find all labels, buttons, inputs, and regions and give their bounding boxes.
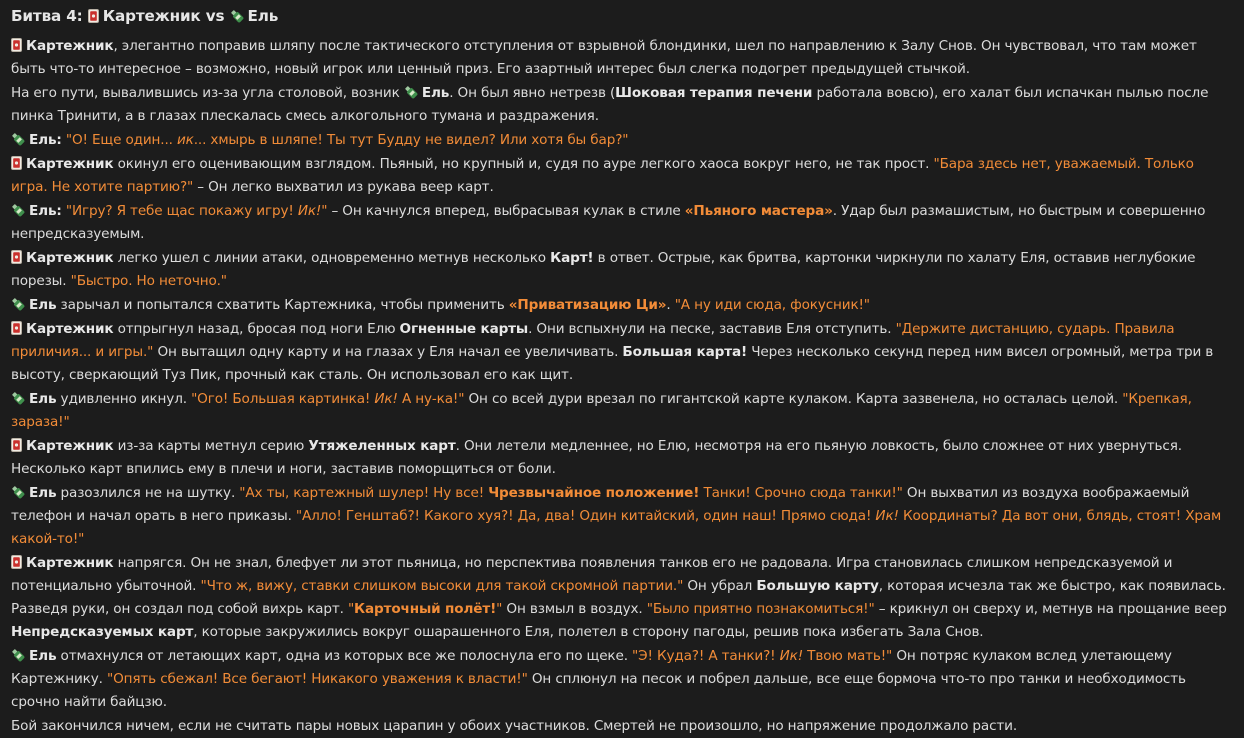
bold-text: Утяжеленных карт [308,438,456,454]
narration-text: из-за карты метнул серию [113,438,309,454]
playing-card-icon [11,250,22,264]
narration-text: На его пути, вывалившись из-за угла столовой, возник [11,85,404,101]
dialogue-text: "Алло! Генштаб?! Какого хуя?! Да, два! Один китайский, один наш! Прямо сюда! [295,508,876,524]
story-paragraph [11,552,1234,644]
narration-text: отпрыгнул назад, бросая под ноги Елю [113,321,400,337]
narration-text: легко ушел с линии атаки, одновременно метнув несколько [113,250,551,266]
narration-text: Он со всей дури врезал по гигантской карте кулаком. Карта зазвенела, но осталась целой. [464,391,1123,407]
narration-text: Он взмыл в воздух. [502,601,647,617]
title-left: Картежник [102,7,201,25]
dialogue-bold-text: «Приватизацию Ци» [508,297,667,313]
bold-text: Картежник [26,438,114,454]
dialogue-text: "Держите дистанцию, сударь. Правила приличия... и игры." [11,321,1175,360]
bottle-icon [11,203,25,217]
title-vs: vs [205,7,225,25]
dialogue-italic-text: ик [176,132,194,148]
playing-card-icon [11,321,22,335]
narration-text: . Удар был размашистым, но быстрым и совершенно непредсказуемым. [11,203,1206,242]
dialogue-text: "Бара здесь нет, уважаемый. Только игра. Не хотите партию?" [11,156,1194,195]
bottle-icon [230,9,244,23]
dialogue-text: "А ну иди сюда, фокусник!" [674,297,870,313]
bold-text: Картежник [26,250,114,266]
story-paragraph [11,129,1234,152]
bold-text: Огненные карты [399,321,529,337]
bold-text: Большая карта! [622,344,748,360]
bold-text: Ель [29,485,57,501]
narration-text: . [666,297,675,313]
narration-text: , которая исчезла так же быстро, как появилась. Разведя руки, он создал под собой вихрь карт. [11,578,1226,617]
title-right: Ель [247,7,279,25]
dialogue-text: " [347,601,355,617]
bold-text: Большую карту [756,578,879,594]
story-paragraph [11,153,1234,199]
battle-title [11,4,1234,28]
bold-text: Ель [421,85,450,101]
narration-text: – Он качнулся вперед, выбрасывая кулак в стиле [327,203,685,219]
narration-text: Он потряс кулаком вслед улетающему Картежнику. [11,648,1172,687]
bold-text: Картежник [26,156,114,172]
playing-card-icon [11,438,22,452]
bottle-icon [11,297,25,311]
narration-text: , элегантно поправив шляпу после тактического отступления от взрывной блондинки, шел по направлению к Залу Снов. Он чувствовал, что там может быть что-то интересное – возможно, новый игрок или ценный приз. Его азартный интерес был слегка подогрет предыдущей стычкой. [11,38,1197,77]
story-paragraph [11,294,1234,317]
narration-text: – крикнул он сверху и, метнув на прощание веер [874,601,1227,617]
bottle-icon [11,485,25,499]
dialogue-italic-text: Ик! [779,648,804,664]
narration-text: . Они летели медленнее, но Елю, несмотря на его пьяную ловкость, было сложнее от них увернуться. Несколько карт впились ему в плечи и ноги, заставив поморщиться от боли. [11,438,1182,477]
story-paragraph [11,200,1234,246]
bold-text: Картежник [26,321,114,337]
dialogue-bold-text: «Пьяного мастера» [684,203,833,219]
story-paragraph [11,247,1234,293]
dialogue-text: "О! Еще один... [65,132,177,148]
narration-text: окинул его оценивающим взглядом. Пьяный, но крупный и, судя по ауре легкого хаоса вокруг него, не так прост. [113,156,934,172]
narration-text: Он выхватил из воздуха воображаемый телефон и начал орать в него приказы. [11,485,1190,524]
bold-text: Ель [29,648,57,664]
dialogue-text: "Быстро. Но неточно." [70,273,227,289]
dialogue-text: "Ах ты, картежный шулер! Ну все! [239,485,489,501]
bold-text: Картежник [26,38,114,54]
dialogue-text: "Опять сбежал! Все бегают! Никакого уважения к власти!" [106,671,528,687]
story-body [11,35,1234,738]
story-paragraph [11,645,1234,714]
dialogue-text: "Было приятно познакомиться!" [646,601,875,617]
story-paragraph [11,82,1234,128]
narration-text: Он вытащил одну карту и на глазах у Еля начал ее увеличивать. [153,344,623,360]
dialogue-text: "Э! Куда?! А танки?! [632,648,780,664]
bold-text: Непредсказуемых карт [11,624,194,640]
dialogue-italic-text: Ик! [374,391,398,407]
dialogue-text: "Ого! Большая картинка! [191,391,375,407]
dialogue-text: ... хмырь в шляпе! Ты тут Будду не видел? Или хотя бы бар?" [193,132,629,148]
bold-text: Шоковая терапия печени [615,85,813,101]
bottle-icon [404,85,418,99]
narration-text: зарычал и попытался схватить Картежника, чтобы применить [56,297,509,313]
narration-text: , которые закружились вокруг ошарашенного Еля, полетел в сторону пагоды, решив пока избегать Зала Снов. [193,624,984,640]
narration-text: Он убрал [683,578,757,594]
playing-card-icon [11,555,22,569]
dialogue-text: " [321,203,328,219]
playing-card-icon [11,38,22,52]
narration-text: в ответ. Острые, как бритва, картонки чиркнули по халату Еля, оставив неглубокие порезы. [11,250,1196,289]
story-paragraph [11,435,1234,481]
narration-text: Он сплюнул на песок и побрел дальше, все еще бормоча что-то про танки и необходимость срочно найти байцзю. [11,671,1186,710]
narration-text: отмахнулся от летающих карт, одна из которых все же полоснула его по щеке. [56,648,633,664]
bold-text: Ель: [29,132,62,148]
story-paragraph [11,715,1234,738]
bold-text: Ель [29,391,57,407]
bottle-icon [11,132,25,146]
dialogue-text: "Что ж, вижу, ставки слишком высоки для такой скромной партии." [200,578,684,594]
narration-text: разозлился не на шутку. [56,485,240,501]
narration-text: . Он был явно нетрезв ( [449,85,616,101]
narration-text: работала вовсю), его халат был испачкан пылью после пинка Тринити, а в глазах плескалась смесь алкогольного тумана и раздражения. [11,85,1209,124]
dialogue-text: "Игру? Я тебе щас покажу игру! [65,203,298,219]
bold-text: Карт! [550,250,594,266]
dialogue-bold-text: Чрезвычайное положение! [488,485,700,501]
bottle-icon [11,648,25,662]
narration-text: напрягся. Он не знал, блефует ли этот пьяница, но перспектива появления танков его не радовала. Игра становилась слишком непредсказуемой и потенциально убыточной. [11,555,1173,594]
narration-text: удивленно икнул. [56,391,192,407]
story-paragraph [11,482,1234,551]
title-prefix: Битва 4: [11,7,83,25]
dialogue-text: "Крепкая, зараза!" [11,391,1192,430]
bold-text: Картежник [26,555,114,571]
dialogue-text: А ну-ка!" [397,391,465,407]
story-paragraph [11,318,1234,387]
dialogue-text: " [496,601,503,617]
playing-card-icon [88,9,99,23]
dialogue-text: Твою мать!" [803,648,893,664]
story-paragraph [11,388,1234,434]
narration-text: . Они вспыхнули на песке, заставив Еля отступить. [528,321,896,337]
playing-card-icon [11,156,22,170]
dialogue-italic-text: Ик! [875,508,899,524]
narration-text: Через несколько секунд перед ним висел огромный, метра три в высоту, сверкающий Туз Пик, прочный как сталь. Он использовал его как щит. [11,344,1214,383]
story-paragraph [11,35,1234,81]
narration-text: Бой закончился ничем, если не считать пары новых царапин у обоих участников. Смертей не произошло, но напряжение продолжало расти. [11,718,1018,734]
bottle-icon [11,391,25,405]
dialogue-text: Координаты? Да вот они, блядь, стоят! Храм какой-то!" [11,508,1222,547]
dialogue-bold-text: Карточный полёт! [354,601,497,617]
dialogue-text: Танки! Срочно сюда танки!" [699,485,903,501]
narration-text: – Он легко выхватил из рукава веер карт. [193,179,494,195]
bold-text: Ель [29,297,57,313]
bold-text: Ель: [29,203,62,219]
dialogue-italic-text: Ик! [297,203,322,219]
